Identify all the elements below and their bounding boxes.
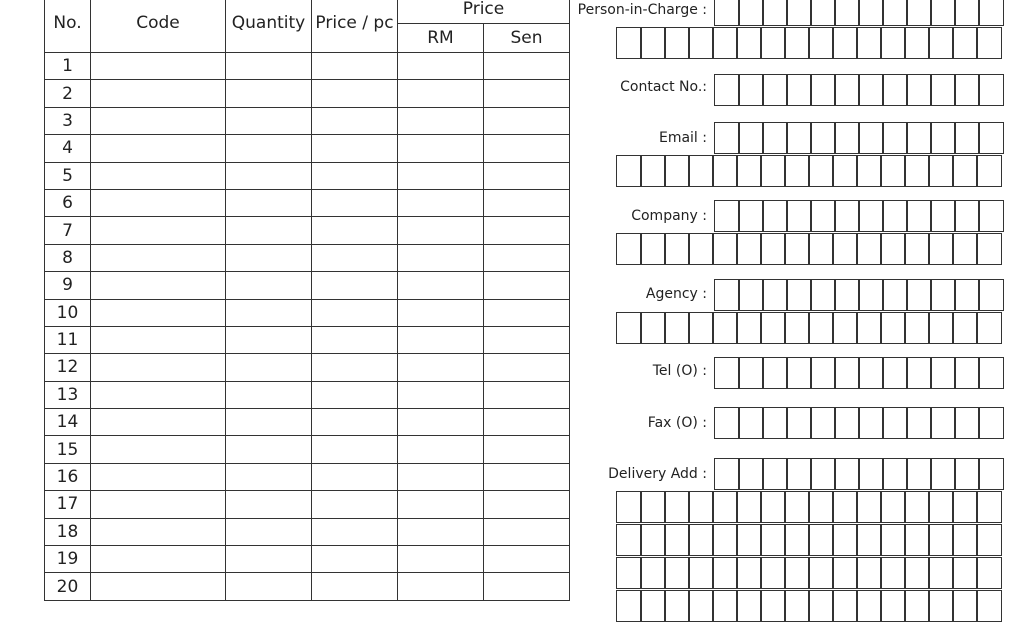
tel-o-char-box[interactable] (762, 357, 788, 389)
person-in-charge-char-box[interactable] (952, 27, 978, 59)
row-number: 7 (45, 217, 91, 244)
header-code: Code (91, 0, 226, 53)
row-number: 10 (45, 299, 91, 326)
delivery-add-char-box[interactable] (930, 458, 956, 490)
delivery-add-char-box[interactable] (738, 458, 764, 490)
row-number: 1 (45, 53, 91, 80)
company-char-box[interactable] (760, 233, 786, 265)
contact-no-char-box[interactable] (882, 74, 908, 106)
delivery-add-char-box[interactable] (762, 458, 788, 490)
tel-o-box-row (714, 357, 1004, 389)
delivery-add-char-box[interactable] (664, 590, 690, 622)
delivery-add-char-box[interactable] (616, 557, 642, 589)
fax-o-char-box[interactable] (978, 407, 1004, 439)
person-in-charge-char-box[interactable] (616, 27, 642, 59)
email-char-box[interactable] (928, 155, 954, 187)
row-number: 19 (45, 546, 91, 573)
email-char-box[interactable] (640, 155, 666, 187)
agency-char-box[interactable] (856, 312, 882, 344)
delivery-add-char-box[interactable] (810, 458, 836, 490)
tel-o-char-box[interactable] (738, 357, 764, 389)
agency-box-row (616, 312, 1002, 344)
agency-char-box[interactable] (808, 312, 834, 344)
agency-char-box[interactable] (786, 279, 812, 311)
company-char-box[interactable] (930, 200, 956, 232)
person-in-charge-char-box[interactable] (832, 27, 858, 59)
delivery-add-char-box[interactable] (976, 557, 1002, 589)
fax-o-char-box[interactable] (882, 407, 908, 439)
delivery-add-char-box[interactable] (784, 524, 810, 556)
company-char-box[interactable] (856, 233, 882, 265)
email-char-box[interactable] (762, 122, 788, 154)
person-in-charge-char-box[interactable] (762, 0, 788, 26)
fax-o-char-box[interactable] (954, 407, 980, 439)
agency-char-box[interactable] (978, 279, 1004, 311)
company-char-box[interactable] (810, 200, 836, 232)
delivery-add-char-box[interactable] (616, 590, 642, 622)
agency-char-box[interactable] (880, 312, 906, 344)
person-in-charge-char-box[interactable] (928, 27, 954, 59)
delivery-add-box-row (616, 590, 1002, 622)
agency-char-box[interactable] (738, 279, 764, 311)
agency-char-box[interactable] (616, 312, 642, 344)
person-in-charge-char-box[interactable] (738, 0, 764, 26)
agency-char-box[interactable] (760, 312, 786, 344)
row-number: 16 (45, 463, 91, 490)
delivery-add-char-box[interactable] (904, 524, 930, 556)
agency-char-box[interactable] (906, 279, 932, 311)
row-number: 18 (45, 518, 91, 545)
contact-no-char-box[interactable] (906, 74, 932, 106)
fax-o-char-box[interactable] (858, 407, 884, 439)
header-no: No. (45, 0, 91, 53)
agency-char-box[interactable] (784, 312, 810, 344)
agency-char-box[interactable] (712, 312, 738, 344)
fax-o-char-box[interactable] (714, 407, 740, 439)
person-in-charge-box-row (616, 27, 1002, 59)
fax-o-char-box[interactable] (930, 407, 956, 439)
delivery-add-char-box[interactable] (808, 590, 834, 622)
company-char-box[interactable] (976, 233, 1002, 265)
email-char-box[interactable] (952, 155, 978, 187)
fax-o-label: Fax (O) : (647, 415, 707, 431)
delivery-add-box-row (616, 557, 1002, 589)
company-char-box[interactable] (954, 200, 980, 232)
agency-box-row (714, 279, 1004, 311)
delivery-add-char-box[interactable] (688, 491, 714, 523)
company-box-row (714, 200, 1004, 232)
agency-char-box[interactable] (688, 312, 714, 344)
agency-char-box[interactable] (834, 279, 860, 311)
contact-no-char-box[interactable] (738, 74, 764, 106)
delivery-add-char-box[interactable] (664, 557, 690, 589)
delivery-add-char-box[interactable] (664, 491, 690, 523)
email-char-box[interactable] (736, 155, 762, 187)
email-char-box[interactable] (784, 155, 810, 187)
email-char-box[interactable] (880, 155, 906, 187)
fax-o-char-box[interactable] (834, 407, 860, 439)
delivery-add-char-box[interactable] (784, 491, 810, 523)
company-char-box[interactable] (784, 233, 810, 265)
agency-char-box[interactable] (952, 312, 978, 344)
delivery-add-char-box[interactable] (640, 524, 666, 556)
delivery-add-char-box[interactable] (640, 590, 666, 622)
delivery-add-char-box[interactable] (712, 557, 738, 589)
delivery-add-char-box[interactable] (928, 524, 954, 556)
person-in-charge-char-box[interactable] (978, 0, 1004, 26)
email-char-box[interactable] (978, 122, 1004, 154)
agency-char-box[interactable] (640, 312, 666, 344)
tel-o-char-box[interactable] (786, 357, 812, 389)
person-in-charge-char-box[interactable] (858, 0, 884, 26)
row-number: 17 (45, 491, 91, 518)
person-in-charge-char-box[interactable] (930, 0, 956, 26)
delivery-add-char-box[interactable] (832, 557, 858, 589)
delivery-add-char-box[interactable] (928, 491, 954, 523)
company-char-box[interactable] (904, 233, 930, 265)
email-char-box[interactable] (664, 155, 690, 187)
person-in-charge-char-box[interactable] (810, 0, 836, 26)
delivery-add-char-box[interactable] (616, 491, 642, 523)
person-in-charge-char-box[interactable] (808, 27, 834, 59)
agency-char-box[interactable] (928, 312, 954, 344)
delivery-add-char-box[interactable] (856, 491, 882, 523)
delivery-add-char-box[interactable] (616, 524, 642, 556)
contact-no-char-box[interactable] (978, 74, 1004, 106)
delivery-add-char-box[interactable] (856, 557, 882, 589)
agency-label: Agency : (645, 286, 707, 302)
company-char-box[interactable] (834, 200, 860, 232)
company-char-box[interactable] (738, 200, 764, 232)
fax-o-char-box[interactable] (906, 407, 932, 439)
delivery-add-char-box[interactable] (832, 590, 858, 622)
delivery-add-char-box[interactable] (736, 491, 762, 523)
person-in-charge-char-box[interactable] (976, 27, 1002, 59)
email-char-box[interactable] (738, 122, 764, 154)
row-number: 20 (45, 573, 91, 600)
delivery-add-char-box[interactable] (834, 458, 860, 490)
delivery-add-char-box[interactable] (952, 557, 978, 589)
delivery-add-char-box[interactable] (856, 524, 882, 556)
delivery-add-char-box[interactable] (688, 557, 714, 589)
delivery-add-char-box[interactable] (882, 458, 908, 490)
agency-char-box[interactable] (810, 279, 836, 311)
delivery-add-char-box[interactable] (880, 491, 906, 523)
company-char-box[interactable] (832, 233, 858, 265)
company-char-box[interactable] (858, 200, 884, 232)
tel-o-char-box[interactable] (930, 357, 956, 389)
contact-no-box-row (714, 74, 1004, 106)
tel-o-char-box[interactable] (810, 357, 836, 389)
tel-o-char-box[interactable] (882, 357, 908, 389)
agency-char-box[interactable] (832, 312, 858, 344)
company-char-box[interactable] (712, 233, 738, 265)
agency-char-box[interactable] (858, 279, 884, 311)
delivery-add-char-box[interactable] (906, 458, 932, 490)
agency-char-box[interactable] (882, 279, 908, 311)
delivery-add-char-box[interactable] (640, 491, 666, 523)
email-label: Email : (658, 130, 707, 146)
person-in-charge-char-box[interactable] (736, 27, 762, 59)
email-char-box[interactable] (688, 155, 714, 187)
row-number: 8 (45, 244, 91, 271)
fax-o-char-box[interactable] (810, 407, 836, 439)
delivery-add-char-box[interactable] (712, 590, 738, 622)
row-number: 13 (45, 381, 91, 408)
contact-no-char-box[interactable] (834, 74, 860, 106)
contact-no-char-box[interactable] (858, 74, 884, 106)
person-in-charge-char-box[interactable] (714, 0, 740, 26)
delivery-add-char-box[interactable] (880, 524, 906, 556)
agency-char-box[interactable] (714, 279, 740, 311)
row-number: 5 (45, 162, 91, 189)
person-in-charge-char-box[interactable] (856, 27, 882, 59)
contact-no-char-box[interactable] (714, 74, 740, 106)
email-char-box[interactable] (834, 122, 860, 154)
delivery-add-char-box[interactable] (858, 458, 884, 490)
delivery-add-box-row (616, 524, 1002, 556)
email-box-row (616, 155, 1002, 187)
header-rm: RM (398, 24, 484, 53)
delivery-add-char-box[interactable] (760, 590, 786, 622)
delivery-add-char-box[interactable] (736, 524, 762, 556)
delivery-add-char-box[interactable] (760, 491, 786, 523)
delivery-add-char-box[interactable] (808, 557, 834, 589)
company-char-box[interactable] (616, 233, 642, 265)
contact-no-char-box[interactable] (954, 74, 980, 106)
delivery-add-char-box[interactable] (760, 524, 786, 556)
fax-o-char-box[interactable] (738, 407, 764, 439)
email-char-box[interactable] (882, 122, 908, 154)
company-char-box[interactable] (808, 233, 834, 265)
agency-char-box[interactable] (736, 312, 762, 344)
delivery-add-char-box[interactable] (880, 557, 906, 589)
agency-char-box[interactable] (762, 279, 788, 311)
row-number: 15 (45, 436, 91, 463)
delivery-add-char-box[interactable] (976, 524, 1002, 556)
person-in-charge-char-box[interactable] (784, 27, 810, 59)
company-char-box[interactable] (640, 233, 666, 265)
row-number: 9 (45, 272, 91, 299)
delivery-add-box-row (714, 458, 1004, 490)
tel-o-label: Tel (O) : (652, 363, 707, 379)
person-in-charge-char-box[interactable] (786, 0, 812, 26)
delivery-add-char-box[interactable] (904, 557, 930, 589)
email-char-box[interactable] (832, 155, 858, 187)
delivery-add-char-box[interactable] (954, 458, 980, 490)
email-char-box[interactable] (616, 155, 642, 187)
company-char-box[interactable] (928, 233, 954, 265)
person-in-charge-char-box[interactable] (954, 0, 980, 26)
company-char-box[interactable] (978, 200, 1004, 232)
company-char-box[interactable] (714, 200, 740, 232)
delivery-add-char-box[interactable] (712, 491, 738, 523)
person-in-charge-char-box[interactable] (664, 27, 690, 59)
tel-o-char-box[interactable] (906, 357, 932, 389)
delivery-add-char-box[interactable] (664, 524, 690, 556)
email-char-box[interactable] (760, 155, 786, 187)
company-char-box[interactable] (880, 233, 906, 265)
person-in-charge-box-row (714, 0, 1004, 26)
email-char-box[interactable] (930, 122, 956, 154)
delivery-add-char-box[interactable] (952, 491, 978, 523)
delivery-add-char-box[interactable] (904, 590, 930, 622)
delivery-add-label: Delivery Add : (608, 466, 707, 482)
delivery-add-char-box[interactable] (784, 557, 810, 589)
person-in-charge-char-box[interactable] (906, 0, 932, 26)
row-number: 12 (45, 354, 91, 381)
delivery-add-char-box[interactable] (736, 590, 762, 622)
header-price-per-pc: Price / pc (312, 0, 398, 53)
email-char-box[interactable] (712, 155, 738, 187)
delivery-add-char-box[interactable] (688, 524, 714, 556)
header-quantity: Quantity (226, 0, 312, 53)
email-char-box[interactable] (714, 122, 740, 154)
delivery-add-char-box[interactable] (714, 458, 740, 490)
header-sen: Sen (484, 24, 570, 53)
agency-char-box[interactable] (976, 312, 1002, 344)
email-char-box[interactable] (904, 155, 930, 187)
delivery-add-char-box[interactable] (640, 557, 666, 589)
delivery-add-char-box[interactable] (808, 524, 834, 556)
delivery-add-char-box[interactable] (832, 491, 858, 523)
email-char-box[interactable] (786, 122, 812, 154)
person-in-charge-char-box[interactable] (640, 27, 666, 59)
tel-o-char-box[interactable] (858, 357, 884, 389)
delivery-add-char-box[interactable] (904, 491, 930, 523)
row-number: 3 (45, 107, 91, 134)
fax-o-char-box[interactable] (762, 407, 788, 439)
delivery-add-char-box[interactable] (712, 524, 738, 556)
agency-char-box[interactable] (930, 279, 956, 311)
agency-char-box[interactable] (954, 279, 980, 311)
row-number: 11 (45, 326, 91, 353)
company-char-box[interactable] (664, 233, 690, 265)
delivery-add-char-box[interactable] (928, 557, 954, 589)
person-in-charge-char-box[interactable] (834, 0, 860, 26)
email-char-box[interactable] (808, 155, 834, 187)
person-in-charge-char-box[interactable] (880, 27, 906, 59)
company-char-box[interactable] (952, 233, 978, 265)
delivery-add-char-box[interactable] (688, 590, 714, 622)
row-number: 4 (45, 135, 91, 162)
agency-char-box[interactable] (904, 312, 930, 344)
delivery-add-char-box[interactable] (784, 590, 810, 622)
company-char-box[interactable] (736, 233, 762, 265)
contact-no-label: Contact No.: (620, 79, 707, 95)
contact-no-char-box[interactable] (786, 74, 812, 106)
delivery-add-char-box[interactable] (736, 557, 762, 589)
tel-o-char-box[interactable] (978, 357, 1004, 389)
delivery-add-char-box[interactable] (976, 491, 1002, 523)
header-price: Price (398, 0, 570, 24)
delivery-add-char-box[interactable] (928, 590, 954, 622)
row-number: 2 (45, 80, 91, 107)
fax-o-box-row (714, 407, 1004, 439)
email-char-box[interactable] (954, 122, 980, 154)
email-char-box[interactable] (858, 122, 884, 154)
contact-no-char-box[interactable] (930, 74, 956, 106)
company-box-row (616, 233, 1002, 265)
person-in-charge-char-box[interactable] (760, 27, 786, 59)
delivery-add-char-box[interactable] (952, 524, 978, 556)
delivery-add-char-box[interactable] (952, 590, 978, 622)
person-in-charge-label: Person-in-Charge : (577, 2, 707, 18)
row-number: 14 (45, 409, 91, 436)
row-number: 6 (45, 189, 91, 216)
company-char-box[interactable] (688, 233, 714, 265)
company-char-box[interactable] (906, 200, 932, 232)
email-box-row (714, 122, 1004, 154)
delivery-add-box-row (616, 491, 1002, 523)
delivery-add-char-box[interactable] (786, 458, 812, 490)
email-char-box[interactable] (856, 155, 882, 187)
contact-no-char-box[interactable] (810, 74, 836, 106)
person-in-charge-char-box[interactable] (712, 27, 738, 59)
delivery-add-char-box[interactable] (978, 458, 1004, 490)
tel-o-char-box[interactable] (714, 357, 740, 389)
email-char-box[interactable] (976, 155, 1002, 187)
delivery-add-char-box[interactable] (832, 524, 858, 556)
agency-char-box[interactable] (664, 312, 690, 344)
delivery-add-char-box[interactable] (856, 590, 882, 622)
delivery-add-char-box[interactable] (976, 590, 1002, 622)
company-char-box[interactable] (786, 200, 812, 232)
contact-no-char-box[interactable] (762, 74, 788, 106)
person-in-charge-char-box[interactable] (882, 0, 908, 26)
fax-o-char-box[interactable] (786, 407, 812, 439)
company-label: Company : (631, 208, 707, 224)
delivery-add-char-box[interactable] (808, 491, 834, 523)
person-in-charge-char-box[interactable] (688, 27, 714, 59)
tel-o-char-box[interactable] (954, 357, 980, 389)
email-char-box[interactable] (810, 122, 836, 154)
email-char-box[interactable] (906, 122, 932, 154)
delivery-add-char-box[interactable] (760, 557, 786, 589)
company-char-box[interactable] (882, 200, 908, 232)
tel-o-char-box[interactable] (834, 357, 860, 389)
person-in-charge-char-box[interactable] (904, 27, 930, 59)
delivery-add-char-box[interactable] (880, 590, 906, 622)
company-char-box[interactable] (762, 200, 788, 232)
